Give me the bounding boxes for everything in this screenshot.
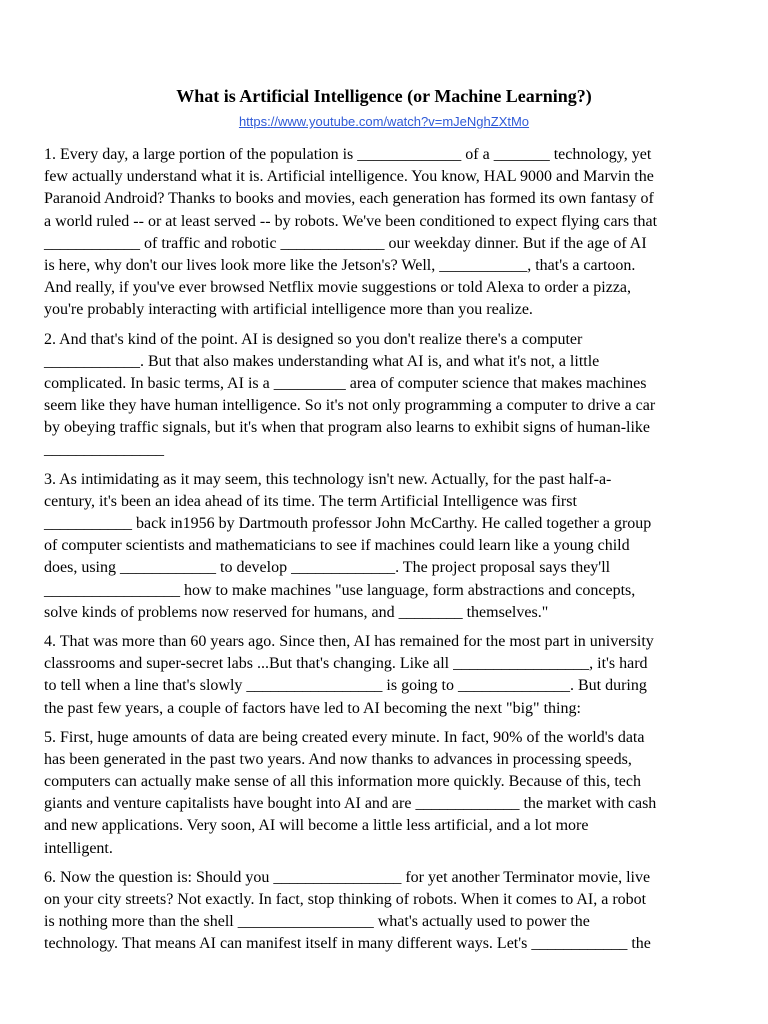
paragraph-2 — [44, 329, 734, 462]
text-line: has been generated in the past two years. And now thanks to advances in processing speeds, — [44, 750, 632, 768]
text-line: classrooms and super-secret labs ...But that's changing. Like all _________________, it's hard — [44, 655, 648, 673]
text-line: seem like they have human intelligence. So it's not only programming a computer to drive a car — [44, 397, 656, 415]
text-line: and new applications. Very soon, AI will become a little less artificial, and a lot more — [44, 817, 589, 835]
text-line: you're probably interacting with artificial intelligence more than you realize. — [44, 301, 533, 319]
text-line: intelligent. — [44, 839, 113, 857]
text-line: on your city streets? Not exactly. In fact, stop thinking of robots. When it comes to AI, a robot — [44, 891, 647, 908]
text-line: 6. Now the question is: Should you ________________ for yet another Terminator movie, live — [44, 868, 651, 886]
text-line: a world ruled -- or at least served -- by robots. We've been conditioned to expect flying cars that — [44, 212, 658, 230]
paragraph-3 — [44, 469, 734, 624]
text-line: computers can actually make sense of all this information more quickly. Because of this, tech — [44, 773, 641, 791]
paragraph-6 — [44, 867, 734, 956]
text-line: ___________ back in1956 by Dartmouth professor John McCarthy. He called together a group — [44, 515, 652, 532]
document-title: What is Artificial Intelligence (or Machine Learning?) — [176, 86, 592, 106]
text-line: does, using ____________ to develop _____________. The project proposal says they'll — [44, 559, 611, 577]
text-line: giants and venture capitalists have bought into AI and are _____________ the market with cash — [44, 795, 657, 813]
text-line: few actually understand what it is. Artificial intelligence. You know, HAL 9000 and Marvin the — [44, 168, 654, 186]
paragraph-4 — [44, 631, 734, 720]
text-line: 3. As intimidating as it may seem, this technology isn't new. Actually, for the past half-a- — [44, 470, 612, 488]
text-line: 1. Every day, a large portion of the population is _____________ of a _______ technology, yet — [44, 146, 652, 163]
text-line: ____________. But that also makes understanding what AI is, and what it's not, a little — [44, 352, 600, 370]
text-line: the past few years, a couple of factors have led to AI becoming the next "big" thing: — [44, 699, 581, 717]
text-line: to tell when a line that's slowly _________________ is going to ______________. But during — [44, 677, 647, 695]
document-body — [44, 144, 734, 963]
youtube-link[interactable]: https://www.youtube.com/watch?v=mJeNghZXtMo — [238, 114, 530, 129]
text-line: century, it's been an idea ahead of its time. The term Artificial Intelligence was first — [44, 492, 577, 510]
text-line: 4. That was more than 60 years ago. Since then, AI has remained for the most part in university — [44, 632, 654, 650]
paragraph-1 — [44, 144, 734, 322]
text-line: _________________ how to make machines "use language, form abstractions and concepts, — [44, 581, 636, 599]
text-line: solve kinds of problems now reserved for humans, and ________ themselves." — [44, 603, 549, 621]
text-line: 5. First, huge amounts of data are being created every minute. In fact, 90% of the world's data — [44, 728, 645, 746]
text-line: is here, why don't our lives look more like the Jetson's? Well, ___________, that's a cartoon. — [44, 256, 636, 274]
text-line: And really, if you've ever browsed Netflix movie suggestions or told Alexa to order a pizza, — [44, 279, 632, 297]
text-line: of computer scientists and mathematicians to see if machines could learn like a young child — [44, 537, 630, 555]
text-line: complicated. In basic terms, AI is a _________ area of computer science that makes machines — [44, 374, 647, 392]
text-line: is nothing more than the shell _________________ what's actually used to power the — [44, 913, 590, 931]
text-line: by obeying traffic signals, but it's when that program also learns to exhibit signs of human-like — [44, 419, 651, 437]
text-line: ____________ of traffic and robotic _____________ our weekday dinner. But if the age of AI — [44, 234, 647, 252]
text-line: 2. And that's kind of the point. AI is designed so you don't realize there's a computer — [44, 330, 583, 348]
text-line: technology. That means AI can manifest itself in many different ways. Let's ____________ the — [44, 935, 651, 953]
text-line: _______________ — [44, 441, 164, 459]
text-line: Paranoid Android? Thanks to books and movies, each generation has formed its own fantasy of — [44, 190, 654, 208]
paragraph-5 — [44, 727, 734, 860]
